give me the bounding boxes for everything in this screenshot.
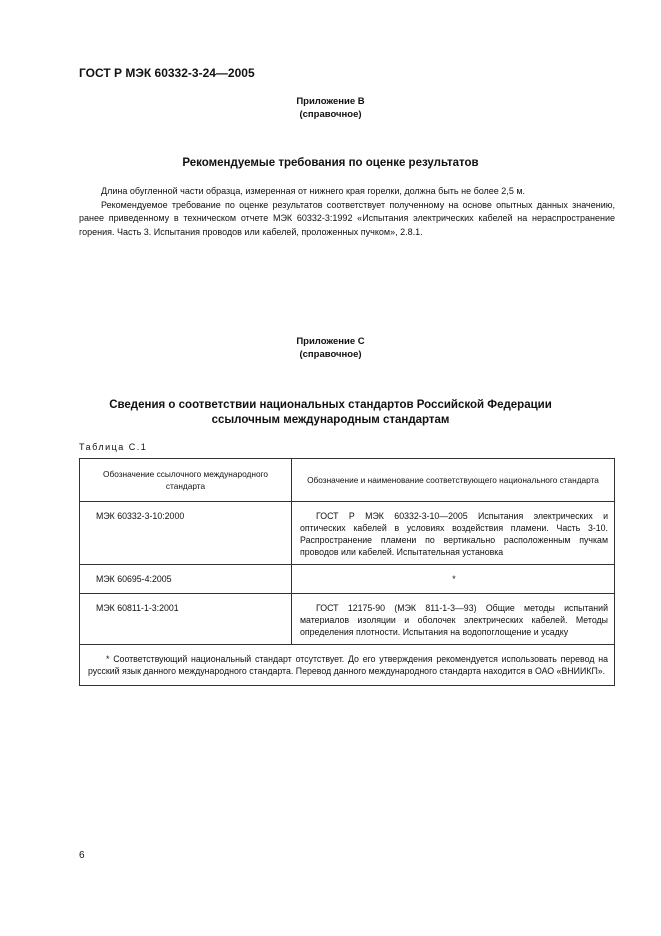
table-row <box>80 565 615 594</box>
table-header-intl: Обозначение ссылочного международного стандарта <box>80 459 292 502</box>
annex-b-title: Рекомендуемые требования по оценке результатов <box>182 157 479 169</box>
correspondence-table <box>79 458 615 686</box>
table-row <box>80 502 615 565</box>
table-cell-national: * <box>292 565 615 594</box>
table-cell-national <box>292 502 615 565</box>
table-header-row <box>80 459 615 502</box>
table-header-national: Обозначение и наименование соответствующего национального стандарта <box>292 459 615 502</box>
table-caption: Таблица С.1 <box>79 442 148 452</box>
table-footnote <box>80 645 615 686</box>
annex-c-title <box>0 398 661 428</box>
table-cell-intl: МЭК 60811-1-3:2001 <box>80 594 292 645</box>
annex-c-label: Приложение C <box>296 336 365 347</box>
page-number: 6 <box>79 850 85 861</box>
table-cell-national <box>292 594 615 645</box>
table-cell-national-text: ГОСТ Р МЭК 60332-3-10—2005 Испытания электрических и оптических кабелей в условиях воздействия пламени. Часть 3-10. Распространение пламени по вертикально расположенным пучкам проводов или кабелей. Испытательная установка <box>300 511 608 557</box>
annex-c-title-line: ссылочным международным стандартам <box>211 414 450 426</box>
annex-b-body <box>79 185 615 239</box>
annex-b-type: (справочное) <box>299 109 362 120</box>
table-cell-intl: МЭК 60332-3-10:2000 <box>80 502 292 565</box>
annex-b-label: Приложение B <box>296 96 365 107</box>
annex-b-paragraph: Длина обугленной части образца, измеренная от нижнего края горелки, должна быть не более 2,5 м. <box>101 186 526 196</box>
table-footnote-row <box>80 645 615 686</box>
table-footnote-text: * Соответствующий национальный стандарт отсутствует. До его утверждения рекомендуется использовать перевод на русский язык данного международного стандарта. Перевод данного международного стандарта находится в ОАО «ВНИИКП». <box>88 654 608 676</box>
annex-c-type: (справочное) <box>299 349 362 360</box>
annex-c-title-line: Сведения о соответствии национальных стандартов Российской Федерации <box>109 399 552 411</box>
annex-b-heading <box>0 95 661 121</box>
annex-c-heading <box>0 335 661 361</box>
annex-b-paragraph: Рекомендуемое требование по оценке результатов соответствует полученному на основе опытных данных значению, ранее приведенному в техническом отчете МЭК 60332-3:1992 «Испытания электрических кабелей на нераспространение горения. Часть 3. Испытания проводов или кабелей, проложенных пучком», 2.8.1. <box>79 199 615 237</box>
table-cell-intl: МЭК 60695-4:2005 <box>80 565 292 594</box>
table-cell-national-text: ГОСТ 12175-90 (МЭК 811-1-3—93) Общие методы испытаний материалов изоляции и оболочек электрических кабелей. Методы определения плотности. Испытания на водопоглощение и усадку <box>300 603 608 637</box>
document-header: ГОСТ Р МЭК 60332-3-24—2005 <box>79 66 255 80</box>
table-row <box>80 594 615 645</box>
